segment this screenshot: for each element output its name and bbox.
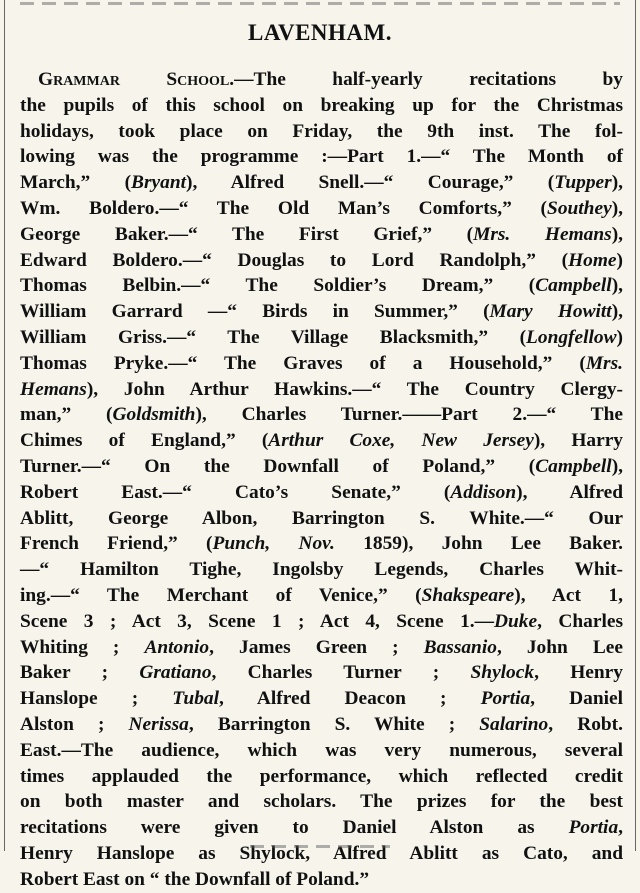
text-segment: Thomas Pryke.—“ The Graves of a Household,” ( xyxy=(20,352,586,374)
text-segment: ), xyxy=(611,197,623,219)
text-line xyxy=(20,248,623,274)
text-segment: , Charles Turner ; xyxy=(211,662,471,684)
text-segment: Alston ; xyxy=(20,713,129,735)
text-segment: , Daniel xyxy=(530,688,624,710)
text-line xyxy=(20,480,623,506)
column-rule-right xyxy=(635,0,636,851)
text-segment: Henry Hanslope as Shylock, Alfred Ablitt as Cato, and xyxy=(20,842,623,864)
text-segment: Hanslope ; xyxy=(20,688,173,710)
text-line xyxy=(20,557,623,583)
text-segment: times applauded the performance, which reflected credit xyxy=(20,765,623,787)
text-line xyxy=(20,428,623,454)
italic-citation: Goldsmith xyxy=(112,404,196,426)
text-segment: ), Alfred Snell.—“ Courage,” ( xyxy=(185,172,555,194)
italic-citation: Shakspeare xyxy=(421,584,515,606)
text-segment: ), John Arthur Hawkins.—“ The Country Clergy- xyxy=(86,378,623,400)
text-segment: the pupils of this school on breaking up for the Christmas xyxy=(20,94,623,116)
text-segment: ing.—“ The Merchant of Venice,” ( xyxy=(20,584,422,606)
italic-citation: Campbell xyxy=(535,275,612,297)
text-segment: Scene 3 ; Act 3, Scene 1 ; Act 4, Scene 1.— xyxy=(20,610,495,632)
italic-citation: Southey xyxy=(547,197,612,219)
italic-citation: Longfellow xyxy=(526,326,617,348)
text-segment: ), xyxy=(611,223,623,245)
text-line xyxy=(20,867,623,893)
italic-citation: Home xyxy=(568,249,617,271)
italic-citation: Hemans xyxy=(20,378,87,400)
text-segment: , Robt. xyxy=(548,713,623,735)
column-rule-left xyxy=(4,0,5,851)
text-segment: ), xyxy=(611,275,623,297)
italic-citation: Addison xyxy=(450,481,517,503)
italic-citation: Bryant xyxy=(131,172,186,194)
italic-citation: Nerissa xyxy=(128,713,189,735)
text-line xyxy=(20,738,623,764)
italic-citation: Portia xyxy=(480,688,531,710)
text-line xyxy=(20,273,623,299)
text-line xyxy=(20,660,623,686)
text-segment: March,” ( xyxy=(20,172,132,194)
text-segment: William Griss.—“ The Village Blacksmith,” ( xyxy=(20,326,527,348)
text-line xyxy=(20,299,623,325)
text-line xyxy=(20,686,623,712)
text-segment: Edward Boldero.—“ Douglas to Lord Randolph,” ( xyxy=(20,249,569,271)
italic-citation: Arthur Coxe, New Jersey xyxy=(268,430,534,452)
text-segment: , John Lee xyxy=(496,636,623,658)
text-line xyxy=(20,531,623,557)
italic-citation: Duke xyxy=(494,610,538,632)
text-line xyxy=(20,93,623,119)
text-line xyxy=(20,144,623,170)
text-segment: Ablitt, George Albon, Barrington S. White.—“ Our xyxy=(20,507,623,529)
italic-citation: Salarino xyxy=(479,713,549,735)
text-segment: man,” ( xyxy=(20,404,113,426)
text-segment: ), Charles Turner.——Part 2.—“ The xyxy=(195,404,623,426)
text-segment: Whiting ; xyxy=(20,636,145,658)
italic-citation: Campbell xyxy=(535,455,612,477)
text-segment: , James Green ; xyxy=(209,636,424,658)
italic-citation: Punch, Nov. xyxy=(212,533,335,555)
text-segment: Thomas Belbin.—“ The Soldier’s Dream,” ( xyxy=(20,275,536,297)
italic-citation: Mrs. Hemans xyxy=(473,223,612,245)
text-line xyxy=(20,764,623,790)
text-segment: ), xyxy=(611,172,623,194)
text-segment: East.—The audience, which was very numerous, several xyxy=(20,739,623,761)
text-line xyxy=(20,609,623,635)
text-line xyxy=(20,583,623,609)
text-segment: , Henry xyxy=(534,662,623,684)
text-segment: —“ Hamilton Tighe, Ingolsby Legends, Charles Whit- xyxy=(20,559,623,581)
text-line xyxy=(20,351,623,377)
text-segment: Robert East.—“ Cato’s Senate,” ( xyxy=(20,481,451,503)
text-segment: Robert East on “ the Downfall of Poland.” xyxy=(20,868,370,890)
italic-citation: Shylock xyxy=(470,662,535,684)
text-segment: Baker ; xyxy=(20,662,140,684)
text-line xyxy=(20,377,623,403)
text-segment: —The half-yearly recitations by xyxy=(234,69,623,90)
next-article-fragment xyxy=(0,837,640,851)
text-segment: ), Alfred xyxy=(516,481,623,503)
text-line xyxy=(20,635,623,661)
text-line xyxy=(20,712,623,738)
text-line xyxy=(20,222,623,248)
text-segment: ), xyxy=(611,455,623,477)
text-line xyxy=(20,506,623,532)
text-segment: , Alfred Deacon ; xyxy=(218,688,481,710)
text-line xyxy=(20,454,623,480)
text-line xyxy=(20,67,623,93)
italic-citation: Portia xyxy=(568,817,619,839)
text-line xyxy=(20,402,623,428)
text-segment: ), Harry xyxy=(533,430,624,452)
article-heading: LAVENHAM. xyxy=(247,20,392,45)
text-segment: 1859), John Lee Baker. xyxy=(334,533,624,555)
text-segment: ) xyxy=(616,249,623,271)
text-line xyxy=(20,170,623,196)
italic-citation: Tupper xyxy=(554,172,612,194)
text-segment: Wm. Boldero.—“ The Old Man’s Comforts,” ( xyxy=(20,197,548,219)
text-segment: , Charles xyxy=(537,610,623,632)
text-segment: French Friend,” ( xyxy=(20,533,213,555)
text-segment: , xyxy=(618,817,623,839)
text-segment: lowing was the programme :—Part 1.—“ The Month of xyxy=(20,146,623,168)
text-segment: Turner.—“ On the Downfall of Poland,” ( xyxy=(20,455,536,477)
italic-citation: Antonio xyxy=(144,636,210,658)
text-segment: George Baker.—“ The First Grief,” ( xyxy=(20,223,474,245)
text-segment: ) xyxy=(616,326,623,348)
text-line xyxy=(20,196,623,222)
previous-article-fragment xyxy=(0,0,640,10)
text-segment: holidays, took place on Friday, the 9th inst. The fol- xyxy=(20,120,623,142)
text-line xyxy=(20,119,623,145)
text-segment: Chimes of England,” ( xyxy=(20,430,269,452)
italic-citation: Gratiano xyxy=(139,662,212,684)
italic-citation: Tubal xyxy=(172,688,219,710)
text-segment: on both master and scholars. The prizes for the best xyxy=(20,791,623,813)
italic-citation: Mrs. xyxy=(585,352,623,374)
text-segment: recitations were given to Daniel Alston as xyxy=(20,817,569,839)
italic-citation: Bassanio xyxy=(423,636,497,658)
text-segment: William Garrard —“ Birds in Summer,” ( xyxy=(20,301,490,323)
section-label: Grammar School. xyxy=(38,69,235,90)
text-segment: , Barrington S. White ; xyxy=(188,713,480,735)
text-segment: ), Act 1, xyxy=(514,584,623,606)
article-body xyxy=(20,67,623,893)
text-line xyxy=(20,325,623,351)
text-segment: ), xyxy=(611,301,624,323)
text-line xyxy=(20,789,623,815)
italic-citation: Mary Howitt xyxy=(489,301,612,323)
